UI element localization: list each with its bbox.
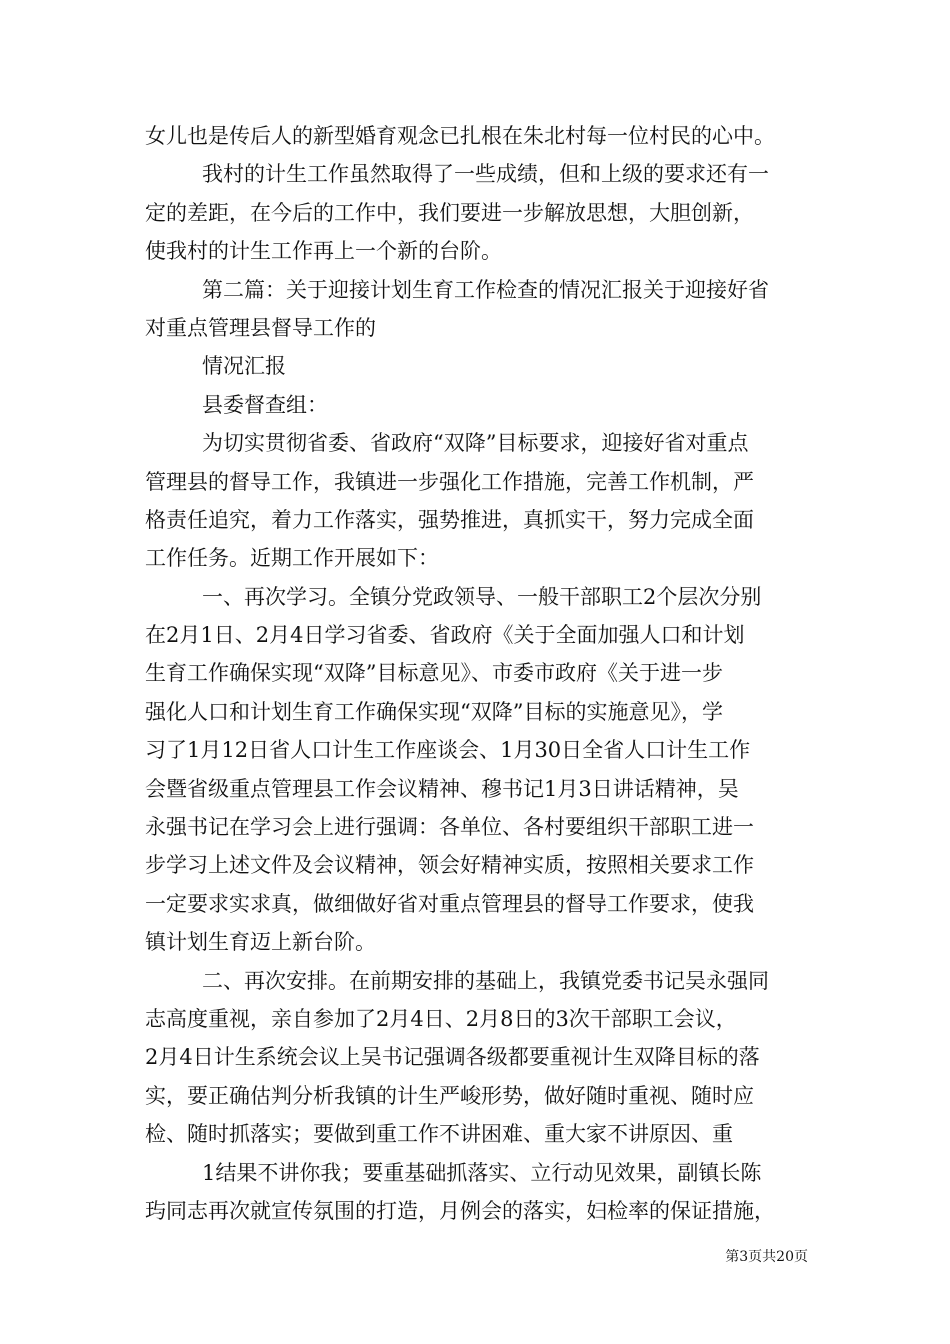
text-line: 工作任务。近期工作开展如下： [145,546,439,571]
text-line: 实，要正确估判分析我镇的计生严峻形势，做好随时重视、随时应 [145,1083,754,1108]
text-line: 生育工作确保实现“双降”目标意见》、市委市政府《关于进一步 [145,661,723,686]
text-line: 玙同志再次就宣传氛围的打造，月例会的落实，妇检率的保证措施， [145,1198,775,1223]
text-line: 一、再次学习。全镇分党政领导、一般干部职工2个层次分别 [202,584,762,609]
text-line: 在2月1日、2月4日学习省委、省政府《关于全面加强人口和计划 [145,623,745,648]
text-line: 格责任追究，着力工作落实，强势推进，真抓实干，努力完成全面 [145,507,754,532]
salutation: 县委督查组： [202,392,328,417]
text-line: 我村的计生工作虽然取得了一些成绩，但和上级的要求还有一 [202,162,769,187]
text-line: 管理县的督导工作，我镇进一步强化工作措施，完善工作机制，严 [145,469,754,494]
text-line: 一定要求实求真，做细做好省对重点管理县的督导工作要求，使我 [145,891,754,916]
text-line: 使我村的计生工作再上一个新的台阶。 [145,239,502,264]
text-line: 习了1月12日省人口计生工作座谈会、1月30日全省人口计生工作 [145,738,751,763]
text-line: 1结果不讲你我；要重基础抓落实、立行动见效果，副镇长陈 [202,1160,762,1185]
section-heading-line: 第二篇：关于迎接计划生育工作检查的情况汇报关于迎接好省 [202,277,769,302]
text-line: 志高度重视，亲自参加了2月4日、2月8日的3次干部职工会议， [145,1006,737,1031]
text-line: 二、再次安排。在前期安排的基础上，我镇党委书记吴永强同 [202,968,769,993]
section-heading-line: 对重点管理县督导工作的 [145,315,376,340]
page-number: 第3页共20页 [725,1249,808,1265]
text-line: 镇计划生育迈上新台阶。 [145,930,376,955]
document-body [145,117,815,1230]
text-line: 2月4日计生系统会议上吴书记强调各级都要重视计生双降目标的落 [145,1045,760,1070]
report-title: 情况汇报 [202,354,286,379]
text-line: 步学习上述文件及会议精神，领会好精神实质，按照相关要求工作 [145,853,754,878]
text-line: 会暨省级重点管理县工作会议精神、穆书记1月3日讲话精神，吴 [145,776,739,801]
text-line: 为切实贯彻省委、省政府“双降”目标要求，迎接好省对重点 [202,431,749,456]
text-line: 女儿也是传后人的新型婚育观念已扎根在朱北村每一位村民的心中。 [145,124,775,148]
text-line: 检、随时抓落实；要做到重工作不讲困难、重大家不讲原因、重 [145,1122,733,1147]
text-line: 强化人口和计划生育工作确保实现“双降”目标的实施意见》，学 [145,699,723,724]
text-line: 永强书记在学习会上进行强调：各单位、各村要组织干部职工进一 [145,815,754,840]
text-line: 定的差距，在今后的工作中，我们要进一步解放思想，大胆创新， [145,200,754,225]
